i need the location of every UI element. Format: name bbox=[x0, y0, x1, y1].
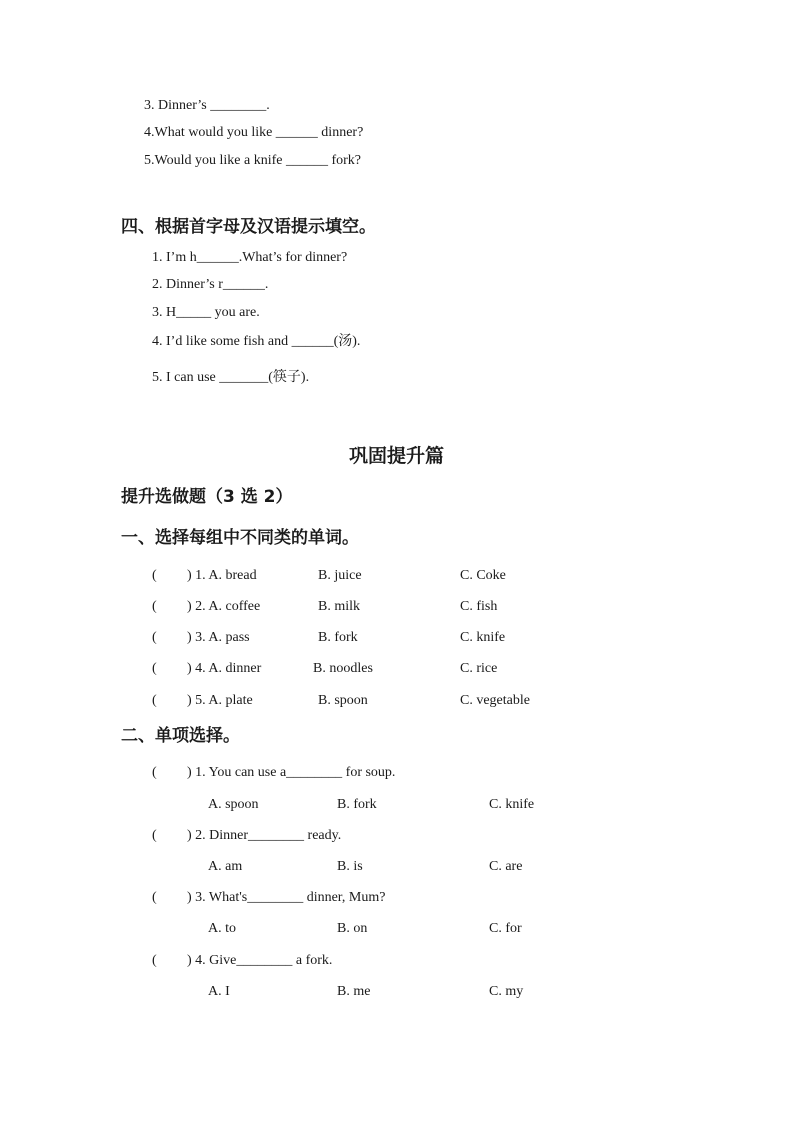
question-text: ) 3. A. pass bbox=[187, 630, 250, 645]
option-c: C. vegetable bbox=[460, 693, 530, 708]
answer-paren: ( bbox=[152, 693, 157, 708]
option-c: C. my bbox=[489, 984, 524, 999]
option-b: B. me bbox=[337, 984, 371, 999]
option-c: C. fish bbox=[460, 599, 498, 614]
subtitle: 提升选做题（3 选 2） bbox=[121, 487, 293, 507]
answer-paren: ( bbox=[152, 890, 157, 905]
option-a: A. am bbox=[208, 859, 243, 874]
option-b: B. spoon bbox=[318, 693, 368, 708]
answer-paren: ( bbox=[152, 630, 157, 645]
exercise-item: 4.What would you like ______ dinner? bbox=[144, 125, 364, 140]
answer-paren: ( bbox=[152, 953, 157, 968]
question-text: ) 3. What's________ dinner, Mum? bbox=[187, 890, 386, 905]
answer-paren: ( bbox=[152, 765, 157, 780]
exercise-item: 4. I’d like some fish and ______(汤). bbox=[152, 334, 361, 349]
answer-paren: ( bbox=[152, 568, 157, 583]
section-heading: 一、选择每组中不同类的单词。 bbox=[121, 528, 359, 548]
option-a: A. to bbox=[208, 921, 236, 936]
option-b: B. is bbox=[337, 859, 363, 874]
question-text: ) 5. A. plate bbox=[187, 693, 253, 708]
question-text: ) 1. A. bread bbox=[187, 568, 257, 583]
option-c: C. Coke bbox=[460, 568, 506, 583]
exercise-item: 3. H_____ you are. bbox=[152, 305, 260, 320]
option-b: B. fork bbox=[318, 630, 358, 645]
question-text: ) 4. A. dinner bbox=[187, 661, 262, 676]
answer-paren: ( bbox=[152, 661, 157, 676]
page-title: 巩固提升篇 bbox=[348, 445, 444, 467]
exercise-item: 2. Dinner’s r______. bbox=[152, 277, 269, 292]
exercise-item: 5.Would you like a knife ______ fork? bbox=[144, 153, 361, 168]
option-b: B. juice bbox=[318, 568, 362, 583]
exercise-item: 5. I can use _______(筷子). bbox=[152, 370, 310, 385]
section-heading: 四、根据首字母及汉语提示填空。 bbox=[121, 217, 376, 237]
option-c: C. for bbox=[489, 921, 522, 936]
option-c: C. are bbox=[489, 859, 523, 874]
question-text: ) 4. Give________ a fork. bbox=[187, 953, 333, 968]
option-c: C. knife bbox=[489, 797, 535, 812]
option-b: B. milk bbox=[318, 599, 361, 614]
exercise-item: 1. I’m h______.What’s for dinner? bbox=[152, 250, 348, 265]
option-c: C. rice bbox=[460, 661, 498, 676]
option-a: A. I bbox=[208, 984, 230, 999]
exercise-item: 3. Dinner’s ________. bbox=[144, 98, 270, 113]
question-text: ) 2. A. coffee bbox=[187, 599, 261, 614]
option-a: A. spoon bbox=[208, 797, 259, 812]
option-b: B. noodles bbox=[313, 661, 373, 676]
answer-paren: ( bbox=[152, 828, 157, 843]
answer-paren: ( bbox=[152, 599, 157, 614]
question-text: ) 1. You can use a________ for soup. bbox=[187, 765, 396, 780]
option-b: B. on bbox=[337, 921, 368, 936]
option-c: C. knife bbox=[460, 630, 506, 645]
option-b: B. fork bbox=[337, 797, 377, 812]
question-text: ) 2. Dinner________ ready. bbox=[187, 828, 342, 843]
section-heading: 二、单项选择。 bbox=[121, 726, 240, 746]
